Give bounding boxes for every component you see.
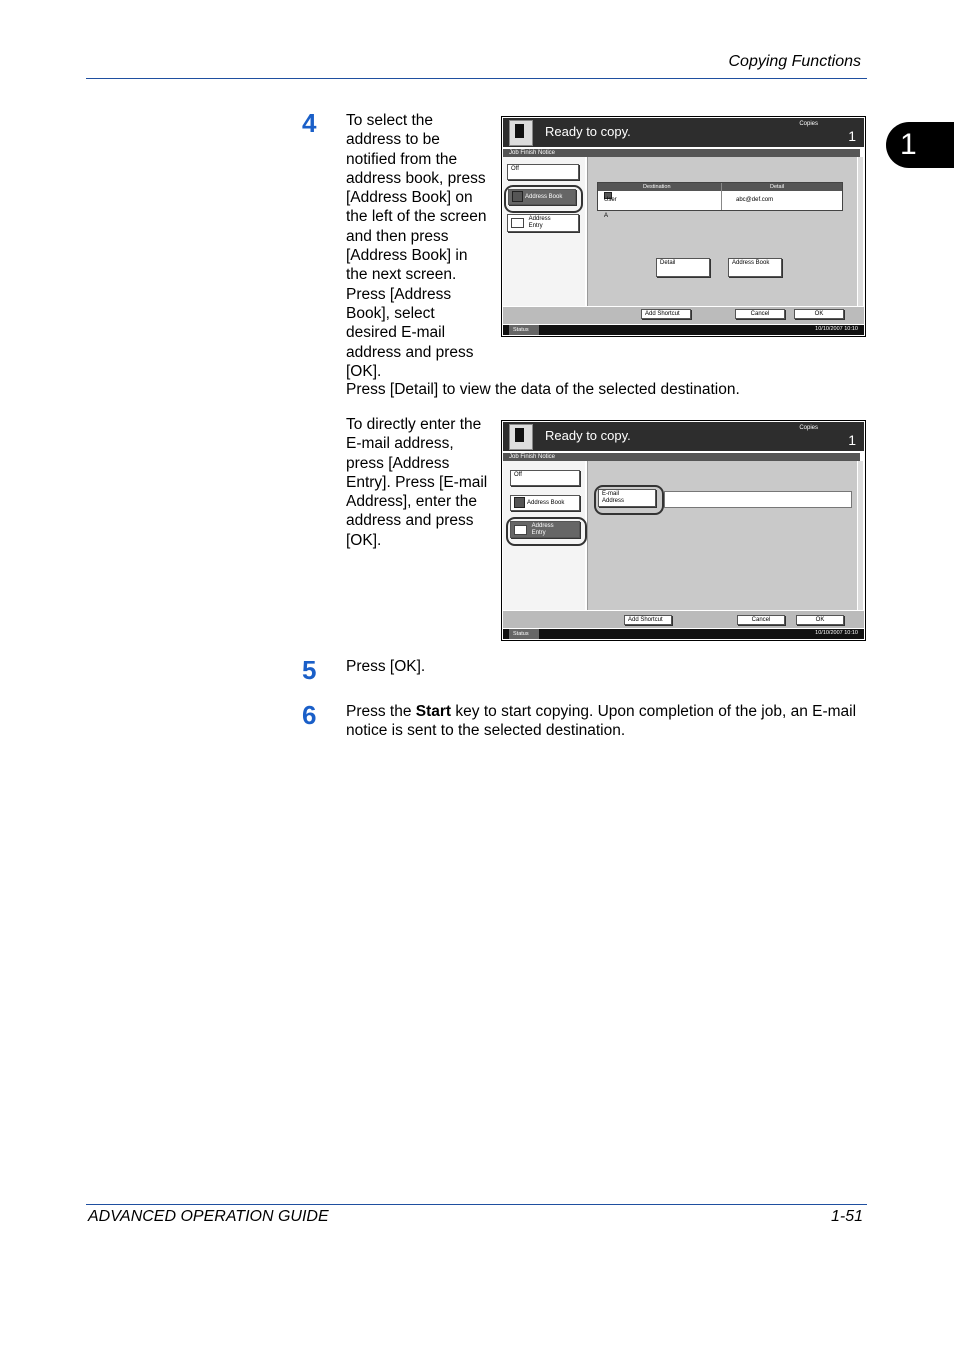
step-number-5: 5 [302,655,317,685]
table-header [598,183,842,191]
detail-button[interactable]: Detail [656,258,710,277]
copies-value: 1 [848,128,856,144]
step-4-paragraph-1: To select the address to be notified from the address book, press [Address Book] on the left of the screen and then press [Address Book] in the next screen. Press [Address Book], select desired E-mail address and press [OK]. [346,112,487,380]
status-bar [503,629,864,639]
section-title: Job Finish Notice [503,453,860,461]
add-shortcut-button[interactable]: Add Shortcut [624,615,672,625]
address-book-icon [514,497,525,508]
copies-label: Copies [799,425,818,431]
step-6-text: Press the Start key to start copying. Upon completion of the job, an E-mail notice is sent to the selected destination. [346,703,857,740]
screen-status-message: Ready to copy. [545,124,631,139]
envelope-icon [514,525,527,535]
destination-table [597,182,843,219]
address-book-list-button[interactable]: Address Book [728,258,782,277]
cancel-button[interactable]: Cancel [735,309,785,319]
main-panel [587,461,857,610]
ok-button[interactable]: OK [796,615,844,625]
header-rule [86,78,867,79]
screen-status-message: Ready to copy. [545,428,631,443]
ok-button[interactable]: OK [794,309,844,319]
scrollbar[interactable] [858,461,863,610]
copies-value: 1 [848,432,856,448]
row-name: User A [604,197,617,219]
step-5-text: Press [OK]. [346,658,426,675]
row-detail: abc@def.com [736,197,774,203]
main-panel [587,157,857,306]
chapter-tab: 1 [886,122,954,168]
address-book-icon [512,191,523,202]
page-number: 1-51 [830,1208,863,1225]
table-row[interactable] [598,192,842,219]
document-icon [509,424,533,450]
screen-address-entry [501,420,866,641]
address-book-button[interactable]: Address Book [510,495,580,511]
section-title: Job Finish Notice [503,149,860,157]
step-4-paragraph-2: Press [Detail] to view the data of the selected destination. [346,381,740,398]
scrollbar[interactable] [858,157,863,306]
envelope-icon [511,218,524,228]
address-entry-button[interactable]: Address Entry [507,214,579,232]
date-time: 10/10/2007 10:10 [815,630,858,636]
date-time: 10/10/2007 10:10 [815,326,858,332]
running-header-title: Copying Functions [728,53,861,70]
screen-address-book [501,116,866,337]
address-entry-button[interactable]: Address Entry [510,521,580,538]
email-address-input[interactable] [664,491,852,508]
status-tab[interactable]: Status [509,325,539,335]
footer-guide-title: ADVANCED OPERATION GUIDE [88,1208,329,1225]
screen-title-bar [503,118,864,147]
screen-title-bar [503,422,864,451]
off-button[interactable]: Off [510,470,580,486]
step-number-6: 6 [302,700,317,730]
footer-rule [86,1204,867,1205]
status-bar [503,325,864,335]
status-tab[interactable]: Status [509,629,539,639]
document-icon [509,120,533,146]
col-destination: Destination [643,184,671,190]
col-detail: Detail [770,184,785,190]
address-book-button[interactable]: Address Book [508,189,576,205]
off-button[interactable]: Off [507,164,579,180]
start-key-label: Start [415,703,452,720]
add-shortcut-button[interactable]: Add Shortcut [641,309,691,319]
copies-label: Copies [799,121,818,127]
email-address-button[interactable]: E-mail Address [598,489,656,507]
cancel-button[interactable]: Cancel [737,615,785,625]
step-4-paragraph-3: To directly enter the E-mail address, press [Address Entry]. Press [E-mail Address], enter the address and press [OK]. [346,416,488,549]
step-number-4: 4 [302,108,317,138]
